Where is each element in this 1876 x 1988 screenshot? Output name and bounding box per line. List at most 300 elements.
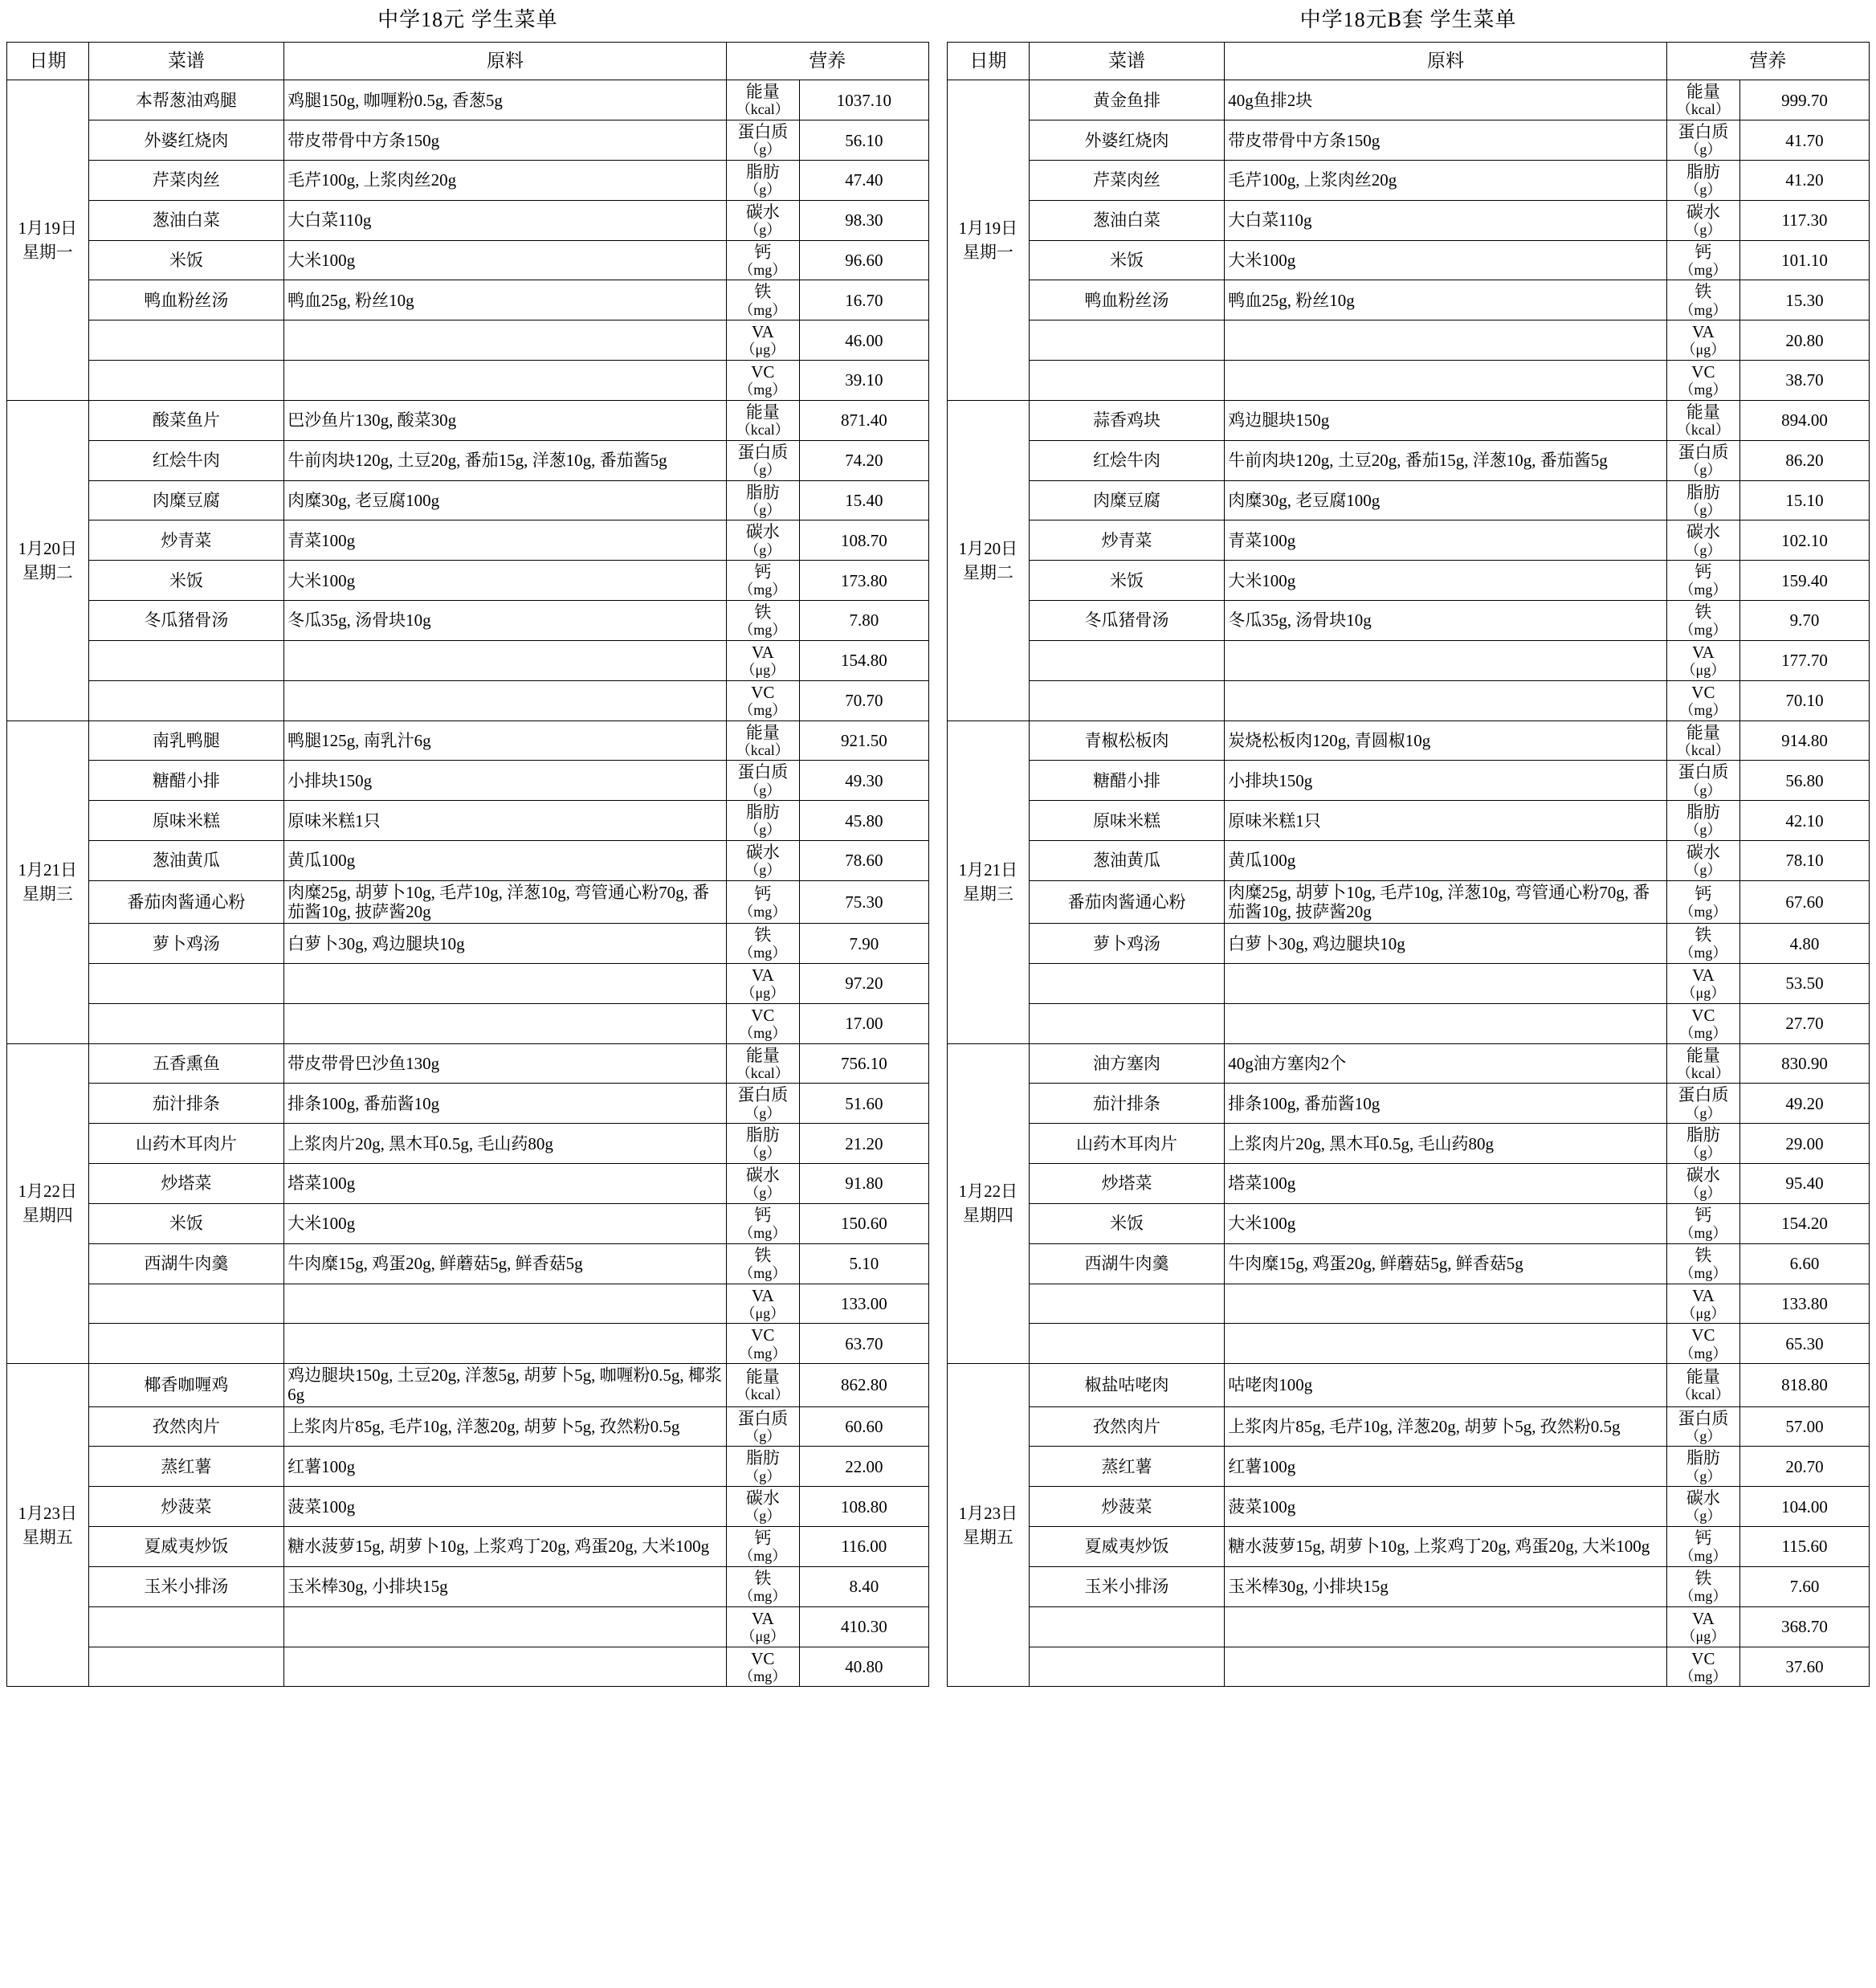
nutrition-unit: （kcal） (1676, 422, 1730, 439)
nutrition-unit: （g） (1685, 541, 1722, 558)
empty-cell (1029, 361, 1225, 401)
nutrition-value: 46.00 (799, 320, 928, 361)
empty-cell (88, 964, 284, 1004)
dish-ingredients: 巴沙鱼片130g, 酸菜30g (284, 400, 727, 440)
nutrition-value: 78.60 (799, 841, 928, 881)
nutrition-label: VA （μg） (1666, 1606, 1739, 1647)
nutrition-unit: （g） (744, 141, 781, 158)
dish-ingredients: 鸭血25g, 粉丝10g (284, 280, 727, 320)
nutrition-unit: （μg） (740, 662, 785, 679)
nutrition-unit: （kcal） (736, 101, 789, 118)
menu-table (6, 0, 1870, 1687)
empty-cell (284, 1324, 727, 1364)
dish-ingredients: 炭烧松板肉120g, 青圆椒10g (1225, 720, 1667, 761)
nutrition-label: 蛋白质 （g） (726, 440, 799, 480)
nutrition-value: 95.40 (1739, 1164, 1869, 1204)
empty-cell (1029, 1284, 1225, 1324)
nutrition-unit: （mg） (1679, 1588, 1727, 1605)
dish-ingredients: 糖水菠萝15g, 胡萝卜10g, 上浆鸡丁20g, 鸡蛋20g, 大米100g (1225, 1527, 1667, 1567)
nutrition-unit: （mg） (1679, 1264, 1727, 1281)
empty-cell (284, 680, 727, 720)
nutrition-unit: （g） (744, 822, 781, 839)
nutrition-unit: （g） (1685, 141, 1722, 158)
nutrition-value: 4.80 (1739, 924, 1869, 964)
header-ingredients-left: 原料 (284, 42, 727, 80)
nutrition-label: VA （μg） (1666, 320, 1739, 361)
empty-cell (1225, 964, 1667, 1004)
nutrition-unit: （g） (744, 862, 781, 879)
nutrition-value: 8.40 (799, 1566, 928, 1606)
empty-cell (1029, 320, 1225, 361)
nutrition-label: 钙 （mg） (726, 1527, 799, 1567)
weekday-text: 星期一 (22, 243, 73, 263)
dish-name: 番茄肉酱通心粉 (88, 880, 284, 923)
nutrition-label: VC （mg） (1666, 1003, 1739, 1043)
nutrition-unit: （g） (1685, 1508, 1722, 1525)
nutrition-value: 5.10 (799, 1243, 928, 1284)
nutrition-value: 108.70 (799, 520, 928, 561)
date-cell (7, 1364, 89, 1687)
nutrition-value: 894.00 (1739, 400, 1869, 440)
nutrition-unit: （g） (1685, 862, 1722, 879)
weekday-text: 星期四 (22, 1206, 73, 1226)
weekday-text: 星期二 (962, 562, 1013, 582)
nutrition-value: 22.00 (799, 1447, 928, 1487)
nutrition-unit: （mg） (1679, 701, 1727, 718)
dish-ingredients: 青菜100g (1225, 520, 1667, 561)
nutrition-value: 133.80 (1739, 1284, 1869, 1324)
left-title: 中学18元 学生菜单 (7, 0, 929, 42)
empty-cell (284, 361, 727, 401)
dish-ingredients: 肉糜25g, 胡萝卜10g, 毛芹10g, 洋葱10g, 弯管通心粉70g, 番茄酱10g, 披萨酱20g (1225, 880, 1667, 923)
column-gap (928, 80, 947, 401)
nutrition-unit: （g） (744, 501, 781, 518)
header-row (7, 42, 1870, 80)
nutrition-label: VC （mg） (726, 680, 799, 720)
empty-cell (1225, 1647, 1667, 1687)
dish-name: 米饭 (88, 240, 284, 280)
date-cell (948, 400, 1030, 720)
nutrition-unit: （g） (744, 1185, 781, 1202)
nutrition-label: 碳水 （g） (1666, 841, 1739, 881)
dish-ingredients: 上浆肉片85g, 毛芹10g, 洋葱20g, 胡萝卜5g, 孜然粉0.5g (1225, 1406, 1667, 1447)
dish-ingredients: 上浆肉片20g, 黑木耳0.5g, 毛山药80g (1225, 1124, 1667, 1164)
date-text: 1月20日 (18, 538, 78, 558)
nutrition-label: VC （mg） (726, 1003, 799, 1043)
dish-name: 茄汁排条 (1029, 1084, 1225, 1124)
nutrition-unit: （mg） (739, 382, 787, 398)
nutrition-label: 钙 （mg） (1666, 1203, 1739, 1243)
nutrition-unit: （g） (1685, 221, 1722, 238)
nutrition-unit: （g） (1685, 1145, 1722, 1161)
dish-name: 西湖牛肉羹 (1029, 1243, 1225, 1284)
nutrition-value: 98.30 (799, 200, 928, 240)
nutrition-value: 16.70 (799, 280, 928, 320)
dish-name: 炒塔菜 (1029, 1164, 1225, 1204)
nutrition-value: 47.40 (799, 160, 928, 200)
empty-cell (1225, 1003, 1667, 1043)
dish-name: 蒸红薯 (88, 1447, 284, 1487)
nutrition-value: 75.30 (799, 880, 928, 923)
nutrition-value: 177.70 (1739, 640, 1869, 680)
nutrition-value: 53.50 (1739, 964, 1869, 1004)
column-gap (928, 400, 947, 720)
nutrition-value: 29.00 (1739, 1124, 1869, 1164)
nutrition-label: 碳水 （g） (1666, 520, 1739, 561)
nutrition-unit: （kcal） (736, 422, 789, 439)
nutrition-unit: （mg） (1679, 1548, 1727, 1565)
dish-name: 炒青菜 (1029, 520, 1225, 561)
nutrition-label: 能量 （kcal） (726, 400, 799, 440)
nutrition-unit: （mg） (1679, 903, 1727, 920)
nutrition-value: 78.10 (1739, 841, 1869, 881)
empty-cell (1029, 1647, 1225, 1687)
nutrition-label: 钙 （mg） (726, 1203, 799, 1243)
nutrition-value: 104.00 (1739, 1487, 1869, 1527)
nutrition-unit: （g） (744, 1468, 781, 1484)
nutrition-value: 49.30 (799, 761, 928, 801)
nutrition-unit: （mg） (1679, 1225, 1727, 1242)
date-cell (948, 1364, 1030, 1687)
nutrition-value: 15.10 (1739, 480, 1869, 520)
empty-cell (88, 1606, 284, 1647)
menu-row (7, 1364, 1870, 1406)
empty-cell (88, 1284, 284, 1324)
dish-ingredients: 带皮带骨中方条150g (1225, 120, 1667, 161)
nutrition-value: 999.70 (1739, 80, 1869, 120)
nutrition-label: 碳水 （g） (726, 841, 799, 881)
dish-name: 黄金鱼排 (1029, 80, 1225, 120)
dish-ingredients: 带皮带骨巴沙鱼130g (284, 1043, 727, 1084)
dish-name: 夏威夷炒饭 (1029, 1527, 1225, 1567)
nutrition-unit: （g） (744, 461, 781, 478)
nutrition-value: 7.60 (1739, 1566, 1869, 1606)
dish-name: 茄汁排条 (88, 1084, 284, 1124)
nutrition-unit: （g） (1685, 1185, 1722, 1202)
nutrition-value: 70.70 (799, 680, 928, 720)
nutrition-label: VA （μg） (726, 964, 799, 1004)
dish-ingredients: 排条100g, 番茄酱10g (284, 1084, 727, 1124)
nutrition-unit: （kcal） (736, 1064, 789, 1081)
dish-name: 炒菠菜 (1029, 1487, 1225, 1527)
nutrition-label: 能量 （kcal） (1666, 80, 1739, 120)
nutrition-value: 9.70 (1739, 601, 1869, 641)
nutrition-label: 钙 （mg） (1666, 1527, 1739, 1567)
nutrition-unit: （μg） (1681, 1304, 1726, 1321)
empty-cell (1225, 1324, 1667, 1364)
date-cell (7, 80, 89, 401)
nutrition-unit: （g） (1685, 1104, 1722, 1121)
nutrition-label: 铁 （mg） (1666, 280, 1739, 320)
dish-name: 肉糜豆腐 (1029, 480, 1225, 520)
nutrition-unit: （mg） (739, 1588, 787, 1605)
nutrition-unit: （g） (1685, 1468, 1722, 1484)
nutrition-value: 51.60 (799, 1084, 928, 1124)
dish-name: 孜然肉片 (1029, 1406, 1225, 1447)
nutrition-label: 铁 （mg） (726, 1243, 799, 1284)
nutrition-value: 56.10 (799, 120, 928, 161)
nutrition-value: 96.60 (799, 240, 928, 280)
weekday-text: 星期五 (22, 1527, 73, 1547)
nutrition-unit: （μg） (1681, 985, 1726, 1002)
date-cell (7, 1043, 89, 1364)
nutrition-value: 40.80 (799, 1647, 928, 1687)
column-gap (928, 1364, 947, 1687)
empty-cell (1029, 1003, 1225, 1043)
nutrition-value: 57.00 (1739, 1406, 1869, 1447)
date-text: 1月21日 (18, 859, 78, 880)
nutrition-unit: （g） (744, 1145, 781, 1161)
nutrition-label: 能量 （kcal） (1666, 720, 1739, 761)
nutrition-label: 能量 （kcal） (1666, 400, 1739, 440)
nutrition-value: 97.20 (799, 964, 928, 1004)
nutrition-label: VA （μg） (726, 640, 799, 680)
nutrition-unit: （kcal） (1676, 741, 1730, 758)
dish-name: 葱油白菜 (1029, 200, 1225, 240)
nutrition-unit: （mg） (739, 1345, 787, 1361)
dish-ingredients: 40g鱼排2块 (1225, 80, 1667, 120)
nutrition-value: 21.20 (799, 1124, 928, 1164)
nutrition-label: 脂肪 （g） (726, 801, 799, 841)
nutrition-label: 脂肪 （g） (1666, 801, 1739, 841)
nutrition-value: 20.70 (1739, 1447, 1869, 1487)
nutrition-label: 蛋白质 （g） (726, 1084, 799, 1124)
nutrition-unit: （mg） (739, 1024, 787, 1041)
nutrition-value: 830.90 (1739, 1043, 1869, 1084)
nutrition-label: VA （μg） (1666, 640, 1739, 680)
nutrition-value: 368.70 (1739, 1606, 1869, 1647)
date-cell (7, 720, 89, 1043)
dish-ingredients: 菠菜100g (284, 1487, 727, 1527)
dish-name: 玉米小排汤 (88, 1566, 284, 1606)
nutrition-unit: （kcal） (1676, 1386, 1730, 1403)
dish-name: 油方塞肉 (1029, 1043, 1225, 1084)
dish-ingredients: 冬瓜35g, 汤骨块10g (284, 601, 727, 641)
dish-name: 红烩牛肉 (88, 440, 284, 480)
dish-ingredients: 红薯100g (284, 1447, 727, 1487)
dish-name: 夏威夷炒饭 (88, 1527, 284, 1567)
dish-name: 萝卜鸡汤 (1029, 924, 1225, 964)
dish-ingredients: 带皮带骨中方条150g (284, 120, 727, 161)
nutrition-label: 蛋白质 （g） (1666, 1084, 1739, 1124)
nutrition-value: 7.80 (799, 601, 928, 641)
nutrition-unit: （g） (1685, 182, 1722, 198)
nutrition-label: 蛋白质 （g） (1666, 120, 1739, 161)
nutrition-value: 74.20 (799, 440, 928, 480)
dish-name: 外婆红烧肉 (88, 120, 284, 161)
empty-cell (1029, 1324, 1225, 1364)
dish-name: 南乳鸭腿 (88, 720, 284, 761)
nutrition-unit: （mg） (739, 261, 787, 278)
nutrition-value: 914.80 (1739, 720, 1869, 761)
dish-name: 冬瓜猪骨汤 (88, 601, 284, 641)
nutrition-label: 脂肪 （g） (1666, 480, 1739, 520)
nutrition-label: VA （μg） (726, 1606, 799, 1647)
dish-ingredients: 菠菜100g (1225, 1487, 1667, 1527)
dish-ingredients: 牛肉糜15g, 鸡蛋20g, 鲜蘑菇5g, 鲜香菇5g (284, 1243, 727, 1284)
nutrition-label: 铁 （mg） (1666, 1566, 1739, 1606)
empty-cell (284, 1284, 727, 1324)
dish-ingredients: 肉糜30g, 老豆腐100g (284, 480, 727, 520)
nutrition-value: 6.60 (1739, 1243, 1869, 1284)
dish-ingredients: 黄瓜100g (284, 841, 727, 881)
nutrition-value: 42.10 (1739, 801, 1869, 841)
column-gap (928, 1043, 947, 1364)
weekday-text: 星期五 (962, 1527, 1013, 1547)
empty-cell (284, 964, 727, 1004)
nutrition-value: 871.40 (799, 400, 928, 440)
dish-name: 蒸红薯 (1029, 1447, 1225, 1487)
date-text: 1月22日 (958, 1182, 1018, 1202)
dish-name: 肉糜豆腐 (88, 480, 284, 520)
nutrition-label: 钙 （mg） (1666, 880, 1739, 923)
nutrition-label: 碳水 （g） (726, 520, 799, 561)
date-cell (948, 720, 1030, 1043)
dish-ingredients: 玉米棒30g, 小排块15g (284, 1566, 727, 1606)
nutrition-label: 钙 （mg） (1666, 561, 1739, 601)
empty-cell (284, 1647, 727, 1687)
nutrition-unit: （g） (744, 1508, 781, 1525)
date-cell (948, 80, 1030, 401)
nutrition-value: 27.70 (1739, 1003, 1869, 1043)
nutrition-label: VA （μg） (726, 320, 799, 361)
dish-name: 番茄肉酱通心粉 (1029, 880, 1225, 923)
dish-ingredients: 原味米糕1只 (284, 801, 727, 841)
nutrition-unit: （μg） (1681, 341, 1726, 358)
dish-ingredients: 小排块150g (284, 761, 727, 801)
nutrition-label: VA （μg） (1666, 964, 1739, 1004)
nutrition-unit: （g） (744, 782, 781, 798)
nutrition-unit: （g） (1685, 822, 1722, 839)
empty-cell (284, 1606, 727, 1647)
date-text: 1月23日 (18, 1503, 78, 1523)
dish-ingredients: 鸡边腿块150g, 土豆20g, 洋葱5g, 胡萝卜5g, 咖喱粉0.5g, 椰浆6g (284, 1364, 727, 1406)
nutrition-value: 133.00 (799, 1284, 928, 1324)
dish-ingredients: 肉糜30g, 老豆腐100g (1225, 480, 1667, 520)
empty-cell (1225, 1606, 1667, 1647)
nutrition-label: 铁 （mg） (726, 1566, 799, 1606)
empty-cell (1225, 320, 1667, 361)
nutrition-value: 17.00 (799, 1003, 928, 1043)
empty-cell (1029, 1606, 1225, 1647)
nutrition-unit: （μg） (740, 1627, 785, 1644)
nutrition-value: 91.80 (799, 1164, 928, 1204)
dish-ingredients: 大米100g (1225, 240, 1667, 280)
nutrition-value: 173.80 (799, 561, 928, 601)
nutrition-label: 能量 （kcal） (1666, 1043, 1739, 1084)
nutrition-unit: （mg） (739, 1225, 787, 1242)
nutrition-label: VC （mg） (1666, 1324, 1739, 1364)
nutrition-value: 67.60 (1739, 880, 1869, 923)
dish-ingredients: 青菜100g (284, 520, 727, 561)
nutrition-unit: （mg） (1679, 1024, 1727, 1041)
date-text: 1月21日 (958, 859, 1018, 880)
empty-cell (88, 640, 284, 680)
nutrition-label: 脂肪 （g） (726, 160, 799, 200)
dish-name: 米饭 (1029, 240, 1225, 280)
nutrition-unit: （mg） (1679, 945, 1727, 961)
nutrition-label: 蛋白质 （g） (726, 1406, 799, 1447)
dish-ingredients: 塔菜100g (284, 1164, 727, 1204)
empty-cell (1029, 964, 1225, 1004)
dish-ingredients: 鸡边腿块150g (1225, 400, 1667, 440)
dish-name: 鸭血粉丝汤 (88, 280, 284, 320)
nutrition-value: 15.40 (799, 480, 928, 520)
nutrition-value: 154.80 (799, 640, 928, 680)
dish-ingredients: 40g油方塞肉2个 (1225, 1043, 1667, 1084)
dish-ingredients: 大米100g (284, 561, 727, 601)
nutrition-label: 能量 （kcal） (726, 1364, 799, 1406)
nutrition-unit: （g） (1685, 461, 1722, 478)
header-ingredients-right: 原料 (1225, 42, 1667, 80)
nutrition-value: 20.80 (1739, 320, 1869, 361)
nutrition-label: 蛋白质 （g） (1666, 761, 1739, 801)
dish-ingredients: 鸭腿125g, 南乳汁6g (284, 720, 727, 761)
empty-cell (88, 1324, 284, 1364)
dish-ingredients: 排条100g, 番茄酱10g (1225, 1084, 1667, 1124)
dish-ingredients: 大白菜110g (284, 200, 727, 240)
nutrition-unit: （mg） (739, 582, 787, 598)
dish-ingredients: 肉糜25g, 胡萝卜10g, 毛芹10g, 洋葱10g, 弯管通心粉70g, 番茄酱10g, 披萨酱20g (284, 880, 727, 923)
nutrition-unit: （g） (744, 1427, 781, 1444)
nutrition-label: 蛋白质 （g） (1666, 440, 1739, 480)
nutrition-unit: （μg） (740, 1304, 785, 1321)
empty-cell (284, 1003, 727, 1043)
dish-name: 孜然肉片 (88, 1406, 284, 1447)
nutrition-unit: （g） (744, 221, 781, 238)
dish-ingredients: 玉米棒30g, 小排块15g (1225, 1566, 1667, 1606)
nutrition-value: 116.00 (799, 1527, 928, 1567)
nutrition-value: 49.20 (1739, 1084, 1869, 1124)
nutrition-value: 862.80 (799, 1364, 928, 1406)
nutrition-value: 45.80 (799, 801, 928, 841)
nutrition-label: 铁 （mg） (1666, 601, 1739, 641)
nutrition-label: 钙 （mg） (1666, 240, 1739, 280)
dish-name: 葱油黄瓜 (1029, 841, 1225, 881)
dish-name: 椒盐咕咾肉 (1029, 1364, 1225, 1406)
nutrition-unit: （μg） (740, 341, 785, 358)
nutrition-value: 60.60 (799, 1406, 928, 1447)
dish-ingredients: 鸡腿150g, 咖喱粉0.5g, 香葱5g (284, 80, 727, 120)
nutrition-label: VC （mg） (1666, 361, 1739, 401)
nutrition-value: 150.60 (799, 1203, 928, 1243)
nutrition-value: 86.20 (1739, 440, 1869, 480)
nutrition-label: VC （mg） (726, 1647, 799, 1687)
nutrition-value: 410.30 (799, 1606, 928, 1647)
column-gap (928, 42, 947, 80)
nutrition-value: 37.60 (1739, 1647, 1869, 1687)
dish-name: 米饭 (1029, 1203, 1225, 1243)
nutrition-label: 钙 （mg） (726, 880, 799, 923)
nutrition-label: 脂肪 （g） (1666, 160, 1739, 200)
dish-ingredients: 塔菜100g (1225, 1164, 1667, 1204)
nutrition-value: 56.80 (1739, 761, 1869, 801)
dish-name: 葱油白菜 (88, 200, 284, 240)
nutrition-value: 41.70 (1739, 120, 1869, 161)
nutrition-label: 能量 （kcal） (1666, 1364, 1739, 1406)
nutrition-unit: （mg） (1679, 622, 1727, 639)
nutrition-label: 铁 （mg） (726, 280, 799, 320)
nutrition-value: 115.60 (1739, 1527, 1869, 1567)
nutrition-label: 碳水 （g） (726, 1164, 799, 1204)
dish-name: 青椒松板肉 (1029, 720, 1225, 761)
nutrition-label: 能量 （kcal） (726, 80, 799, 120)
empty-cell (1225, 640, 1667, 680)
empty-cell (284, 640, 727, 680)
dish-name: 鸭血粉丝汤 (1029, 280, 1225, 320)
date-text: 1月22日 (18, 1182, 78, 1202)
dish-ingredients: 牛前肉块120g, 土豆20g, 番茄15g, 洋葱10g, 番茄酱5g (1225, 440, 1667, 480)
